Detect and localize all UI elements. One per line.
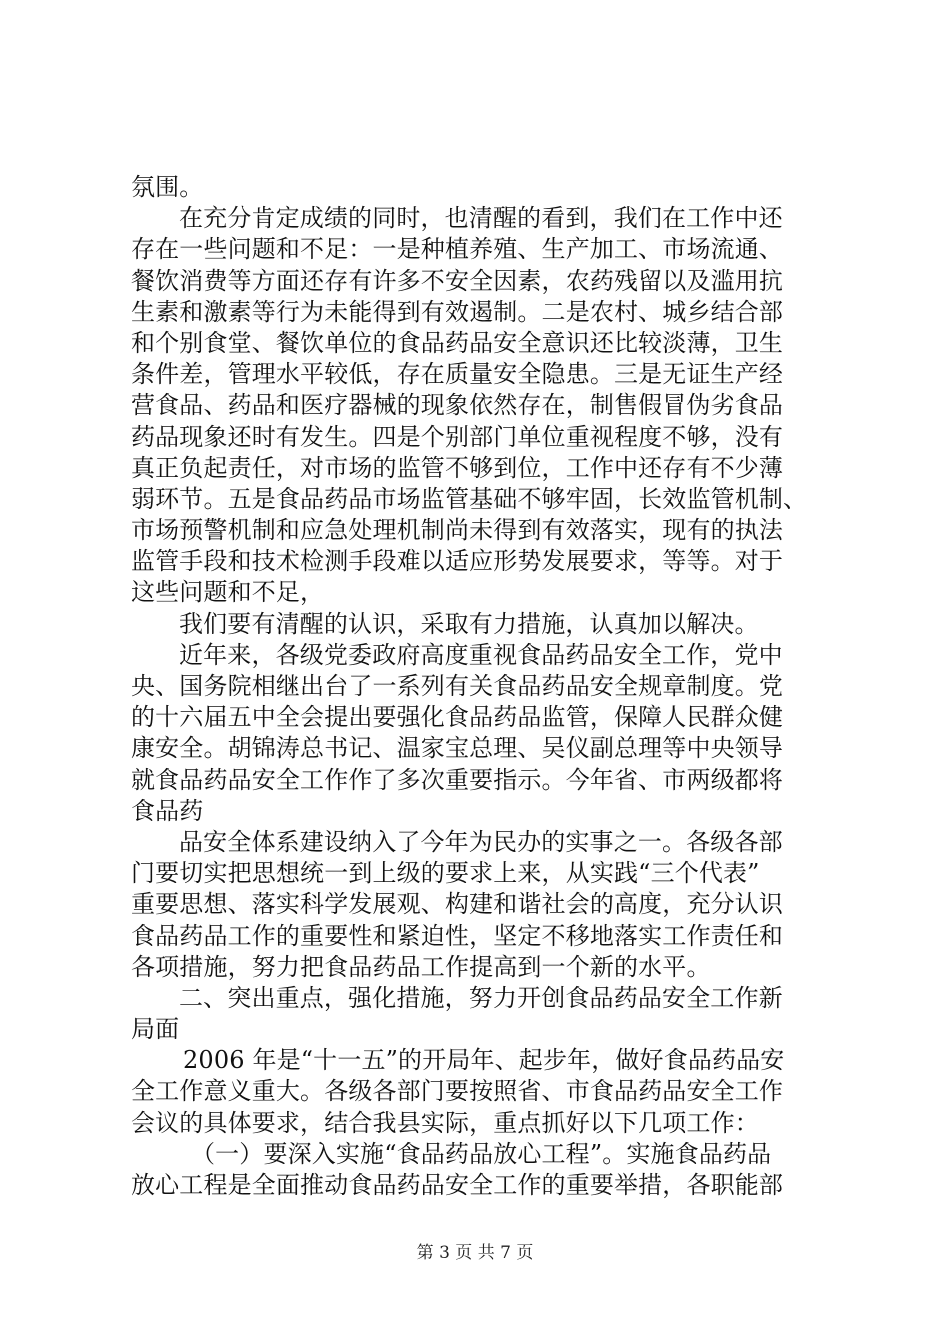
text-line: 药品现象还时有发生。四是个别部门单位重视程度不够，没有 [131, 422, 784, 451]
text-line: 就食品药品安全工作作了多次重要指示。今年省、市两级都将 [131, 765, 784, 794]
text-line: 真正负起责任，对市场的监管不够到位，工作中还存有不少薄 [131, 453, 784, 482]
text-line: 2006 年是“十一五”的开局年、起步年，做好食品药品安 [183, 1046, 785, 1075]
text-line: 生素和激素等行为未能得到有效遏制。二是农村、城乡结合部 [131, 297, 784, 326]
text-line: 门要切实把思想统一到上级的要求上来，从实践“三个代表” [131, 859, 760, 888]
text-line: 的十六届五中全会提出要强化食品药品监管，保障人民群众健 [131, 703, 784, 732]
text-line: 近年来，各级党委政府高度重视食品药品安全工作，党中 [179, 640, 783, 669]
section-heading: 二、突出重点，强化措施，努力开创食品药品安全工作新 [179, 983, 783, 1012]
text-line: 央、国务院相继出台了一系列有关食品药品安全规章制度。党 [131, 672, 784, 700]
section-heading: 局面 [131, 1015, 180, 1044]
text-line: 我们要有清醒的认识，采取有力措施，认真加以解决。 [179, 609, 759, 638]
text-line: 重要思想、落实科学发展观、构建和谐社会的高度，充分认识 [131, 890, 784, 919]
text-line: 康安全。胡锦涛总书记、温家宝总理、吴仪副总理等中央领导 [131, 734, 784, 763]
text-line: 条件差，管理水平较低，存在质量安全隐患。三是无证生产经 [131, 360, 784, 389]
text-line: 市场预警机制和应急处理机制尚未得到有效落实，现有的执法 [131, 516, 784, 545]
body-text [131, 172, 831, 1201]
text-line: 氛围。 [131, 173, 204, 201]
text-line: 会议的具体要求，结合我县实际，重点抓好以下几项工作： [131, 1108, 759, 1137]
text-line: 监管手段和技术检测手段难以适应形势发展要求，等等。对于 [131, 547, 784, 576]
text-line: 弱环节。五是食品药品市场监管基础不够牢固，长效监管机制、 [131, 484, 808, 513]
text-line: 存在一些问题和不足：一是种植养殖、生产加工、市场流通、 [131, 235, 784, 264]
text-line: 营食品、药品和医疗器械的现象依然存在，制售假冒伪劣食品 [131, 391, 784, 420]
text-line: 和个别食堂、餐饮单位的食品药品安全意识还比较淡薄，卫生 [131, 328, 784, 357]
text-line: 这些问题和不足， [131, 578, 325, 607]
text-line: 餐饮消费等方面还存有许多不安全因素，农药残留以及滥用抗 [131, 266, 784, 295]
text-line: （一）要深入实施“食品药品放心工程”。实施食品药品 [191, 1139, 772, 1168]
text-line: 食品药 [131, 796, 204, 825]
text-line: 品安全体系建设纳入了今年为民办的实事之一。各级各部 [179, 827, 783, 856]
page-number: 第 3 页 共 7 页 [416, 1243, 534, 1263]
text-line: 放心工程是全面推动食品药品安全工作的重要举措，各职能部 [131, 1171, 784, 1199]
text-line: 食品药品工作的重要性和紧迫性，坚定不移地落实工作责任和 [131, 921, 784, 950]
text-line: 全工作意义重大。各级各部门要按照省、市食品药品安全工作 [131, 1077, 784, 1106]
text-line: 在充分肯定成绩的同时，也清醒的看到，我们在工作中还 [179, 204, 783, 233]
text-line: 各项措施，努力把食品药品工作提高到一个新的水平。 [131, 952, 711, 981]
